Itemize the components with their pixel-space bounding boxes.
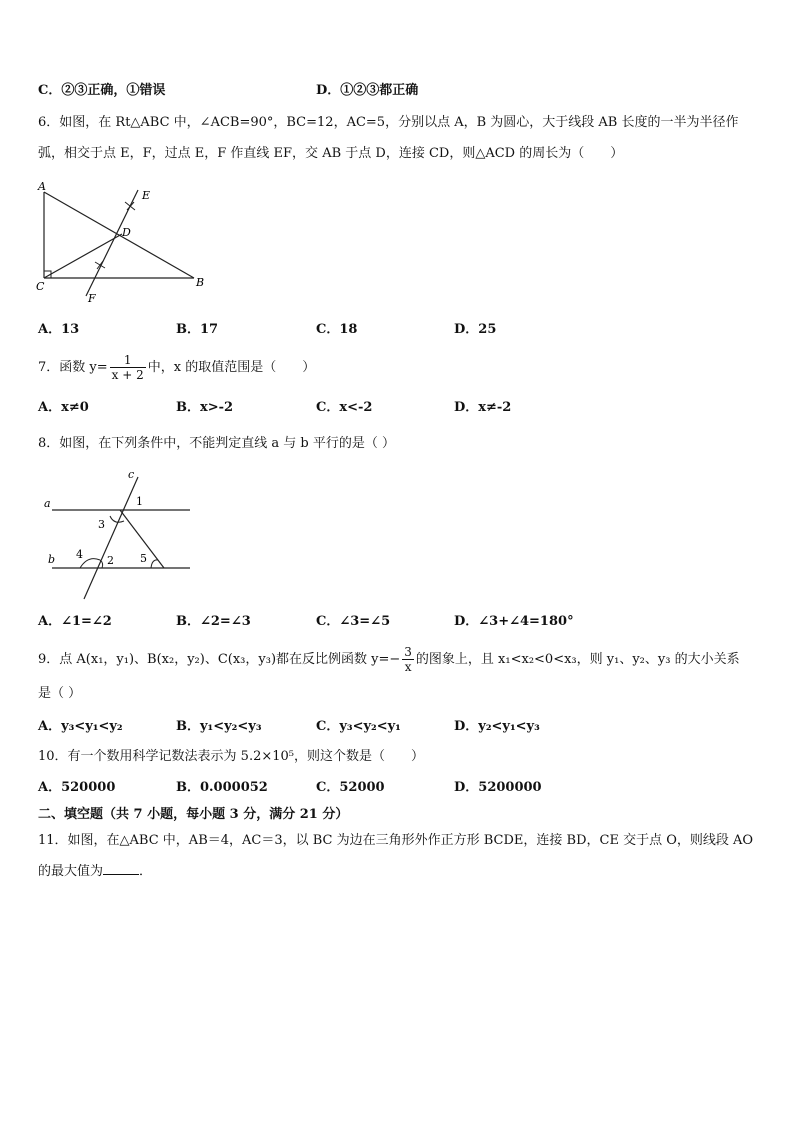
label-c: C [36,280,45,293]
section-2-heading: 二、填空题（共 7 小题，每小题 3 分，满分 21 分） [38,807,349,822]
q11-suffix: ． [139,864,153,879]
q7-stem [38,353,315,383]
q7-option-c: C．x<-2 [316,400,373,415]
q10-option-d: D．5200000 [454,780,542,795]
q7-frac-den: x + 2 [111,368,144,382]
label-a: A [38,180,46,193]
q11-stem-line1: 11．如图，在△ABC 中，AB＝4，AC＝3，以 BC 为边在三角形外作正方形 BCDE，连接 BD，CE 交于点 O，则线段 AO [38,833,754,848]
q5-option-d: D．①②③都正确 [316,83,419,98]
q6-option-a: A．13 [38,322,80,337]
q9-frac-num: 3 [404,645,412,659]
angle-arc-4 [80,559,100,568]
q9-stem-line2: 是（ ） [38,686,82,701]
q9-option-c: C．y₃<y₂<y₁ [316,719,401,734]
q6-option-d: D．25 [454,322,497,337]
q10-option-c: C．52000 [316,780,385,795]
q10-option-a: A．520000 [38,780,116,795]
label-angle-4: 4 [76,548,83,561]
q7-suffix: 中，x 的取值范围是（ ） [147,360,316,375]
label-angle-2: 2 [107,554,114,567]
label-e: E [142,189,151,202]
q6-stem-line1: 6．如图，在 Rt△ABC 中，∠ACB=90°，BC=12，AC=5，分别以点 A，B 为圆心，大于线段 AB 长度的一半为半径作 [38,115,739,130]
label-angle-1: 1 [136,495,143,508]
q6-option-b: B．17 [176,322,219,337]
angle-arc-3 [110,516,124,522]
q9-option-d: D．y₂<y₁<y₃ [454,719,540,734]
q11-answer-blank[interactable] [103,862,139,875]
q8-option-b: B．∠2=∠3 [176,614,251,629]
q7-frac-num: 1 [110,353,146,368]
q7-option-d: D．x≠-2 [454,400,512,415]
q9-frac-den: x [404,660,412,674]
line-c [84,477,138,599]
q6-stem-line2: 弧，相交于点 E，F，过点 E，F 作直线 EF，交 AB 于点 D，连接 CD，则△ACD 的周长为（ ） [38,146,624,161]
label-angle-3: 3 [98,518,105,531]
q11-stem-line2 [38,862,152,882]
q8-option-d: D．∠3+∠4=180° [454,614,574,629]
label-a-line: a [44,497,51,510]
q8-option-a: A．∠1=∠2 [38,614,112,629]
q5-option-c: C．②③正确，①错误 [38,83,166,98]
q9-option-a: A．y₃<y₁<y₂ [38,719,123,734]
q10-stem: 10．有一个数用科学记数法表示为 5.2×10⁵，则这个数是（ ） [38,749,424,764]
q9-prefix: 9．点 A(x₁，y₁)、B(x₂，y₂)、C(x₃，y₃)都在反比例函数 y=− [38,652,401,667]
q8-parallel-lines-figure [38,465,198,600]
q9-stem-line1 [38,645,740,675]
label-c-line: c [128,468,135,481]
q7-option-a: A．x≠0 [38,400,89,415]
q11-prefix: 的最大值为 [38,864,104,879]
q8-option-c: C．∠3=∠5 [316,614,391,629]
q7-prefix: 7．函数 y= [38,360,108,375]
q7-option-b: B．x>-2 [176,400,234,415]
q6-triangle-figure [30,178,220,306]
label-d: D [122,226,131,239]
label-b-line: b [48,553,56,566]
q9-fraction [402,645,414,674]
q7-fraction [110,353,146,382]
q10-option-b: B．0.000052 [176,780,268,795]
q9-suffix: 的图象上，且 x₁<x₂<0<x₃，则 y₁、y₂、y₃ 的大小关系 [415,652,740,667]
arc-mark-e [125,202,135,210]
angle-arc-5 [151,560,158,568]
q6-option-c: C．18 [316,322,358,337]
q8-stem: 8．如图，在下列条件中，不能判定直线 a 与 b 平行的是（ ） [38,436,396,451]
q9-option-b: B．y₁<y₂<y₃ [176,719,262,734]
label-b: B [196,276,205,289]
label-f: F [88,292,96,305]
segment-cd [44,234,122,278]
label-angle-5: 5 [140,552,147,565]
